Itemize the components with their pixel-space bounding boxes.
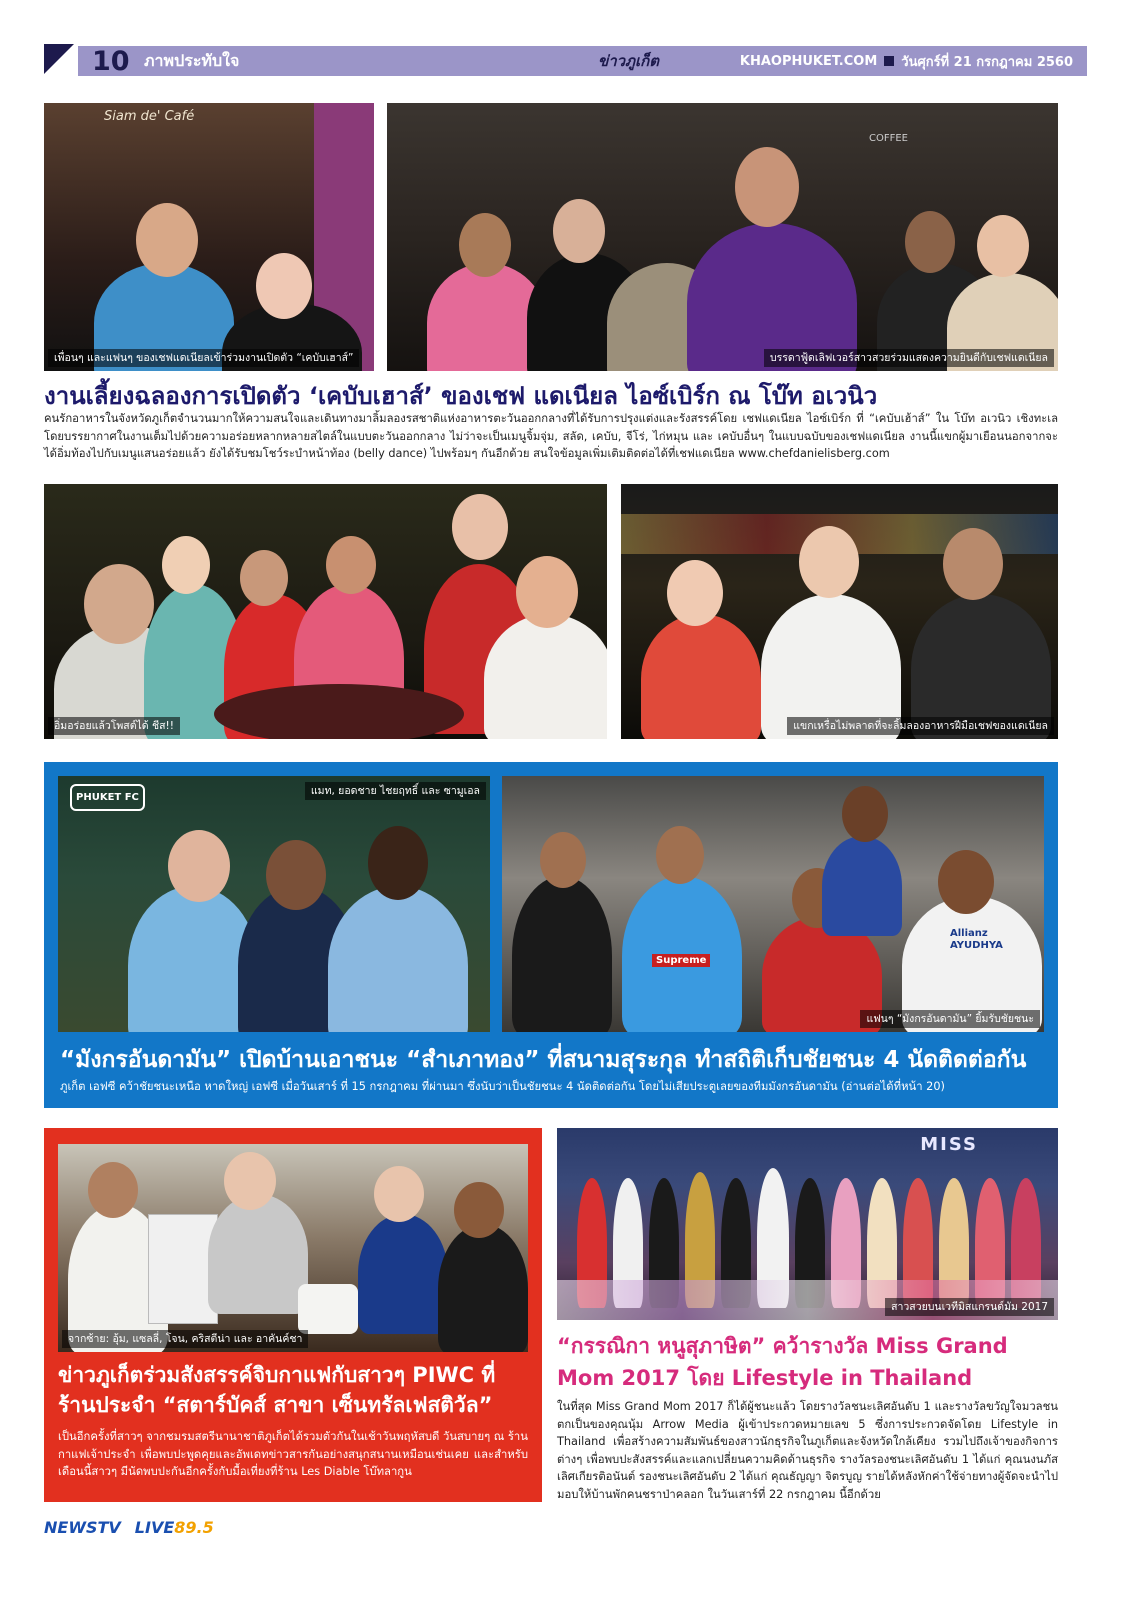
page-number: 10 xyxy=(92,45,130,77)
corner-mark-icon xyxy=(44,44,74,74)
story3-headline xyxy=(58,1360,495,1420)
story4-headline xyxy=(557,1330,1008,1394)
story4-body: ในที่สุด Miss Grand Mom 2017 ก็ได้ผู้ชนะแล้ว โดยรางวัลชนะเลิศอันดับ 1 และรางวัลขวัญใจมวลชนตกเป็นของคุณนุ้ม Arrow Media ผู้เข้าประกวดหมายเลข 5 ซึ่งการประกวดจัดโดย Lifestyle in Thailand เพื่อสร้างความสัมพันธ์ของสาวนักธุรกิจในภูเก็ตและจังหวัดใกล้เคียง รวมไปถึงเจ้าของกิจการต่างๆ เพื่อพบปะสังสรรค์และแลกเปลี่ยนความคิดด้านธุรกิจ รางวัลรองชนะเลิศอันดับ 1 ได้แก่ คุณนงนภัส เลิศเกียรติอนันต์ รองชนะเลิศอันดับ 2 ได้แก่ คุณธัญญา จิตรบูญ รายได้หลังหักค่าใช้จ่ายทางผู้จัดจะนำไปมอบให้บ้านพักคนชราป่าคลอก ในวันเสาร์ที่ 22 กรกฎาคม นี้อีกด้วย xyxy=(557,1400,1058,1501)
story1-headline: งานเลี้ยงฉลองการเปิดตัว ‘เคบับเฮาส์’ ของเชฟ แดเนียล ไอซ์เบิร์ก ณ โบ๊ท อเวนิว xyxy=(44,382,878,410)
issue-date: วันศุกร์ที่ 21 กรกฎาคม 2560 xyxy=(901,54,1073,70)
coffee-sign: COFFEE xyxy=(869,133,908,144)
photo-caption: แมท, ยอดชาย ไชยฤทธิ์ และ ซามูเอล xyxy=(305,782,486,800)
tv-logo-text: TV xyxy=(97,1518,121,1537)
football-story-box xyxy=(44,762,1058,1108)
photo-caption: แฟนๆ “มังกรอันดามัน” ยิ้มรับชัยชนะ xyxy=(860,1010,1040,1028)
shirt-sponsor xyxy=(950,928,1003,952)
story3-headline-line1: ข่าวภูเก็ตร่วมสังสรรค์จิบกาแฟกับสาวๆ PIWC ที่ xyxy=(58,1363,496,1387)
news-logo-text: NEWS xyxy=(44,1518,98,1537)
stage-text: MISS xyxy=(920,1134,978,1155)
newspaper-logo: ข่าวภูเก็ต xyxy=(598,52,659,70)
separator-square-icon xyxy=(884,56,894,66)
news-tv-logo xyxy=(44,1518,121,1537)
story3-body: เป็นอีกครั้งที่สาวๆ จากชมรมสตรีนานาชาติภูเก็ตได้รวมตัวกันในเช้าวันพฤหัสบดี วันสบายๆ ณ ร้านกาแฟเจ้าประจำ เพื่อพบปะพูดคุยและอัพเดทข่าวสารกันอย่างสนุกสนานเหมือนเช่นเคย และสำหรับเดือนนี้สาวๆ มีนัดพบปะกันอีกครั้งกับมื้อเที่ยงที่ร้าน Les Diable โบ๊ทลากูน xyxy=(58,1430,528,1478)
story2-body: ภูเก็ต เอฟซี คว้าชัยชนะเหนือ หาดใหญ่ เอฟซี เมื่อวันเสาร์ ที่ 15 กรกฎาคม ที่ผ่านมา ซึ่งนับว่าเป็นชัยชนะ 4 นัดติดต่อกัน โดยไม่เสียประตูเลยของทีมมังกรอันดามัน (อ่านต่อได้ที่หน้า 20) xyxy=(60,1080,945,1093)
photo-football-trio xyxy=(58,776,490,1032)
club-logo: PHUKET FC xyxy=(70,784,145,811)
photo-caption: เพื่อนๆ และแฟนๆ ของเชฟแดเนียลเข้าร่วมงานเปิดตัว “เคบับเฮาส์” xyxy=(48,349,359,367)
photo-guests xyxy=(44,103,374,371)
photo-caption: บรรดาฟู้ดเลิฟเวอร์สาวสวยร่วมแสดงความยินดีกับเชฟแดเนียล xyxy=(764,349,1054,367)
live-logo-text: LIVE xyxy=(134,1518,175,1537)
photo-caption: แขกเหรื่อไม่พลาดที่จะลิ้มลองอาหารฝีมือเชฟของแดเนียล xyxy=(787,717,1054,735)
photo-dinner-table xyxy=(44,484,607,739)
story2-headline: “มังกรอันดามัน” เปิดบ้านเอาชนะ “สำเภาทอง” ที่สนามสุระกุล ทำสถิติเก็บชัยชนะ 4 นัดติดต่อกัน xyxy=(60,1047,1027,1073)
photo-caption: จากซ้าย: อุ้ม, แซลลี่, โจน, คริสตีน่า และ อาคันค์ชา xyxy=(62,1330,308,1348)
frequency-text: 89.5 xyxy=(174,1518,214,1537)
story3-headline-line2: ร้านประจำ “สตาร์บัคส์ สาขา เซ็นทรัลเฟสติวัล” xyxy=(58,1393,493,1417)
cafe-sign: Siam de' Café xyxy=(104,109,195,124)
shirt-sponsor-line1: Allianz xyxy=(950,928,988,939)
section-title: ภาพประทับใจ xyxy=(144,50,240,70)
footer-logos xyxy=(44,1518,214,1537)
header-bar xyxy=(78,46,1087,76)
shirt-sponsor-line2: AYUDHYA xyxy=(950,940,1003,951)
photo-guests-trio xyxy=(621,484,1058,739)
photo-miss-grand-mom xyxy=(557,1128,1058,1320)
photo-caption: อิ่มอร่อยแล้วโพสต์ได้ ชีส!! xyxy=(48,717,180,735)
shirt-text: Supreme xyxy=(652,954,710,967)
photo-fans xyxy=(502,776,1044,1032)
piwc-story-box xyxy=(44,1128,542,1502)
photo-caption: สาวสวยบนเวทีมิสแกรนด์มัม 2017 xyxy=(885,1298,1054,1316)
story1-body: คนรักอาหารในจังหวัดภูเก็ตจำนวนมากให้ความสนใจและเดินทางมาลิ้มลองรสชาติแห่งอาหารตะวันออกกลางที่ได้รับการปรุงแต่งและรังสรรค์โดย เชฟแดเนียล ไอซ์เบิร์ก ที่ “เคบับเฮ้าส์” ใน โบ๊ท อเวนิว เชิงทะเล โดยบรรยากาศในงานเต็มไปด้วยความอร่อยหลากหลายสไตล์ในแบบตะวันออกกลาง ไม่ว่าจะเป็นเมนูจิ้มจุ่ม, สลัด, เคบับ, จีโร่, ไก่หมุน และ เคบับอื่นๆ ในแบบฉบับของเชฟแดเนียล งานนี้แขกผู้มาเยือนนอกจากจะได้อิ่มท้องไปกับเมนูแสนอร่อยแล้ว ยังได้รับชมโชว์ระบำหน้าท้อง (belly dance) ไปพร้อมๆ กันอีกด้วย สนใจข้อมูลเพิ่มเติมติดต่อได้ที่เชฟแดเนียล www.chefdanielisberg.com xyxy=(44,412,1058,460)
photo-coffee-ladies xyxy=(58,1144,528,1352)
photo-foodlovers xyxy=(387,103,1058,371)
live-radio-logo xyxy=(135,1518,214,1537)
story4-headline-line2: Mom 2017 โดย Lifestyle in Thailand xyxy=(557,1366,973,1390)
header-right xyxy=(740,51,1073,72)
website[interactable]: KHAOPHUKET.COM xyxy=(739,53,878,69)
story4-headline-line1: “กรรณิกา หนูสุภาษิต” คว้ารางวัล Miss Grand xyxy=(557,1334,1008,1358)
